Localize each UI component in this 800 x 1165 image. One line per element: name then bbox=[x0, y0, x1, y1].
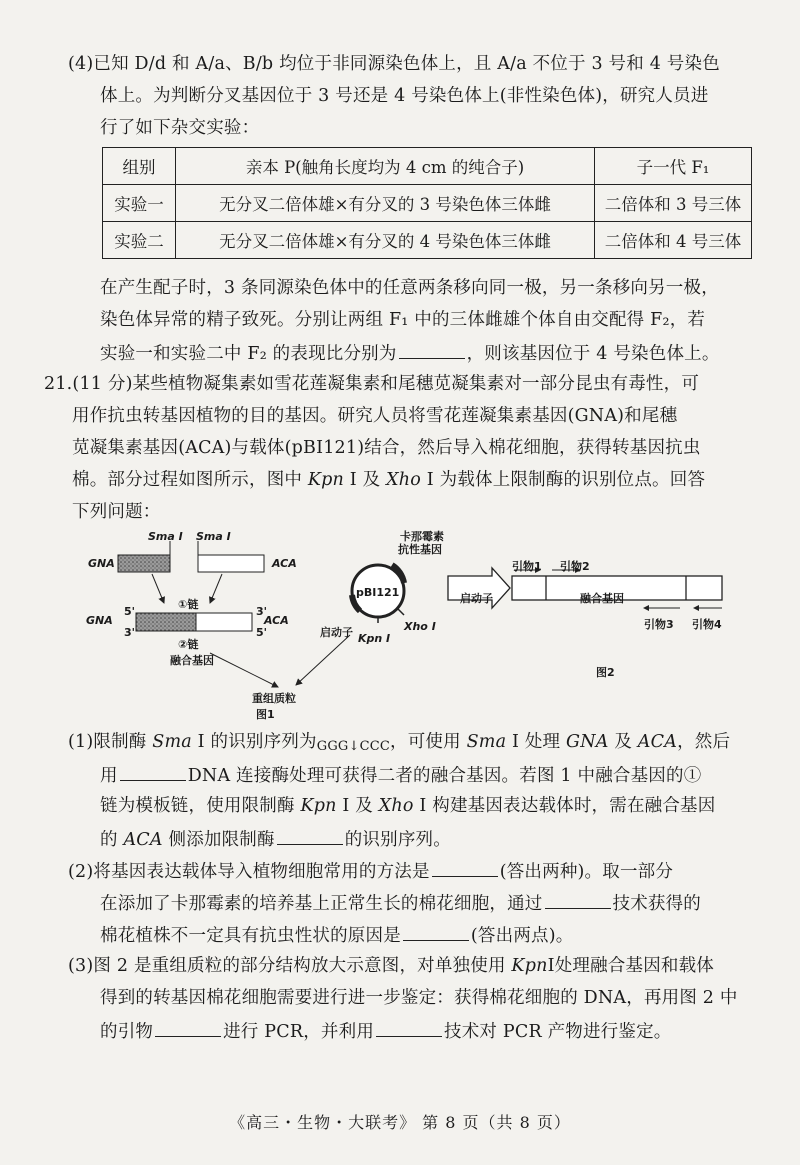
text: Kpn bbox=[300, 796, 337, 816]
plasmid-label: pBI121 bbox=[356, 586, 400, 599]
text: Kpn bbox=[307, 470, 345, 490]
xho-label: Xho Ⅰ bbox=[404, 620, 436, 633]
text: Ⅰ处理融合基因和载体 bbox=[547, 956, 714, 976]
figure1-caption: 图1 bbox=[256, 708, 275, 721]
table-header-row bbox=[103, 148, 752, 185]
answer-blank[interactable] bbox=[403, 922, 469, 941]
q21-3-line1 bbox=[68, 954, 714, 978]
q21-2-line1 bbox=[68, 858, 673, 884]
text: Ⅰ 构建基因表达载体时，需在融合基因 bbox=[413, 796, 716, 816]
q21-3-line3 bbox=[100, 1018, 671, 1044]
q20-4-line2: 体上。为判断分叉基因位于 3 号还是 4 号染色体上(非性染色体)，研究人员进 bbox=[100, 86, 709, 106]
sma-label-1: Sma Ⅰ bbox=[148, 530, 183, 543]
gna-fragment bbox=[118, 555, 170, 572]
aca-label-2: ACA bbox=[264, 614, 289, 627]
answer-blank[interactable] bbox=[120, 762, 186, 781]
text: Ⅰ 及 bbox=[336, 796, 379, 816]
answer-blank[interactable] bbox=[277, 826, 343, 845]
table-header: 亲本 P(触角长度均为 4 cm 的纯合子) bbox=[176, 148, 595, 185]
table-row bbox=[103, 185, 752, 222]
text: 实验一和实验二中 F₂ 的表现比分别为 bbox=[100, 344, 397, 364]
q21-intro4 bbox=[72, 468, 705, 492]
text: Kpn bbox=[511, 956, 548, 976]
primer4-label: 引物4 bbox=[692, 618, 722, 631]
text: Xho bbox=[386, 470, 422, 490]
promoter-label: 启动子 bbox=[320, 626, 353, 639]
three-prime-top: 3' bbox=[256, 605, 268, 618]
text: 用 bbox=[100, 766, 118, 786]
text: ，可使用 bbox=[390, 732, 467, 752]
kana-label: 卡那霉素 bbox=[400, 530, 444, 543]
text: (2)将基因表达载体导入植物细胞常用的方法是 bbox=[68, 862, 430, 882]
q21-intro1: 21.(11 分)某些植物凝集素如雪花莲凝集素和尾穗苋凝集素对一部分昆虫有毒性，可 bbox=[44, 374, 700, 394]
q20-4-line3: 行了如下杂交实验： bbox=[100, 118, 260, 138]
kpn-label: Kpn Ⅰ bbox=[358, 632, 391, 645]
experiment-table bbox=[102, 147, 752, 259]
answer-blank[interactable] bbox=[432, 858, 498, 877]
text: (1)限制酶 bbox=[68, 732, 153, 752]
q21-3-line2: 得到的转基因棉花细胞需要进行进一步鉴定：获得棉花细胞的 DNA，再用图 2 中 bbox=[100, 988, 738, 1008]
recombinant-plasmid-label: 重组质粒 bbox=[252, 692, 296, 705]
q21-1-line3 bbox=[100, 794, 715, 818]
primer1-label: 引物1 bbox=[512, 560, 542, 573]
q21-intro3: 苋凝集素基因(ACA)与载体(pBI121)结合，然后导入棉花细胞，获得转基因抗虫 bbox=[72, 438, 701, 458]
text: ，然后 bbox=[677, 732, 731, 752]
text: ，则该基因位于 4 号染色体上。 bbox=[466, 344, 720, 364]
text: 技术对 PCR 产物进行鉴定。 bbox=[444, 1022, 672, 1042]
aca-label: ACA bbox=[272, 557, 297, 570]
answer-blank[interactable] bbox=[155, 1018, 221, 1037]
primer2-label: 引物2 bbox=[560, 560, 590, 573]
figure2-caption: 图2 bbox=[596, 666, 615, 679]
q21-1-line1 bbox=[68, 730, 730, 756]
fusion-gene-gna-part bbox=[136, 613, 196, 631]
table-cell: 无分叉二倍体雄×有分叉的 3 号染色体三体雌 bbox=[176, 185, 595, 222]
fusion-gene-label-2: 融合基因 bbox=[580, 592, 624, 605]
sma-recognition-sequence: GGG↓CCC bbox=[316, 739, 391, 754]
table-cell: 二倍体和 4 号三体 bbox=[595, 222, 752, 259]
chain2-label: ②链 bbox=[178, 638, 199, 651]
text: 的 bbox=[100, 830, 124, 850]
q20-4-line1: (4)已知 D/d 和 A/a、B/b 均位于非同源染色体上，且 A/a 不位于 3 号和 4 号染色 bbox=[68, 54, 720, 74]
gna-label-2: GNA bbox=[86, 614, 113, 627]
text: 链为模板链，使用限制酶 bbox=[100, 796, 301, 816]
text: GNA bbox=[566, 732, 609, 752]
primer3-label: 引物3 bbox=[644, 618, 674, 631]
text: Ⅰ 处理 bbox=[506, 732, 567, 752]
text: (3)图 2 是重组质粒的部分结构放大示意图，对单独使用 bbox=[68, 956, 512, 976]
q21-intro5: 下列问题： bbox=[72, 502, 161, 522]
q21-1-line2 bbox=[100, 762, 701, 788]
text: Ⅰ 的识别序列为 bbox=[191, 732, 317, 752]
text: Ⅰ 为载体上限制酶的识别位点。回答 bbox=[421, 470, 706, 490]
text: Sma bbox=[152, 732, 192, 752]
q20-4-after1: 在产生配子时，3 条同源染色体中的任意两条移向同一极，另一条移向另一极， bbox=[100, 278, 719, 298]
text: ACA bbox=[637, 732, 678, 752]
q20-4-after2: 染色体异常的精子致死。分别让两组 F₁ 中的三体雌雄个体自由交配得 F₂，若 bbox=[100, 310, 706, 330]
text: 棉花植株不一定具有抗虫性状的原因是 bbox=[100, 926, 401, 946]
table-row bbox=[103, 222, 752, 259]
answer-blank[interactable] bbox=[399, 340, 465, 359]
text: 的引物 bbox=[100, 1022, 154, 1042]
table-cell: 二倍体和 3 号三体 bbox=[595, 185, 752, 222]
q21-1-line4 bbox=[100, 826, 451, 852]
text: 及 bbox=[608, 732, 638, 752]
text: 在添加了卡那霉素的培养基上正常生长的棉花细胞，通过 bbox=[100, 894, 543, 914]
sma-label-2: Sma Ⅰ bbox=[196, 530, 231, 543]
q21-2-line2 bbox=[100, 890, 701, 916]
five-prime-bottom: 5' bbox=[256, 626, 268, 639]
gna-label: GNA bbox=[88, 557, 115, 570]
text: 进行 PCR，并利用 bbox=[223, 1022, 375, 1042]
table-cell: 无分叉二倍体雄×有分叉的 4 号染色体三体雌 bbox=[176, 222, 595, 259]
q21-intro2: 用作抗虫转基因植物的目的基因。研究人员将雪花莲凝集素基因(GNA)和尾穗 bbox=[72, 406, 678, 426]
text: DNA 连接酶处理可获得二者的融合基因。若图 1 中融合基因的① bbox=[187, 766, 702, 786]
promoter-label-2: 启动子 bbox=[460, 592, 493, 605]
q20-4-after3 bbox=[100, 340, 720, 366]
answer-blank[interactable] bbox=[376, 1018, 442, 1037]
three-prime-bottom: 3' bbox=[124, 626, 136, 639]
figure2-diagram bbox=[440, 560, 730, 670]
text: ACA bbox=[123, 830, 163, 850]
fusion-gene-label: 融合基因 bbox=[170, 654, 214, 667]
text: 技术获得的 bbox=[612, 894, 701, 914]
table-header: 组别 bbox=[103, 148, 176, 185]
text: Sma bbox=[466, 732, 507, 752]
text: Ⅰ 及 bbox=[344, 470, 387, 490]
figure1-diagram bbox=[60, 525, 440, 725]
text: Xho bbox=[378, 796, 414, 816]
kana-label-2: 抗性基因 bbox=[398, 543, 442, 556]
table-cell: 实验二 bbox=[103, 222, 176, 259]
text: 棉。部分过程如图所示，图中 bbox=[72, 470, 308, 490]
text: (答出两点)。 bbox=[470, 926, 574, 946]
table-cell: 实验一 bbox=[103, 185, 176, 222]
five-prime-top: 5' bbox=[124, 605, 136, 618]
table-header: 子一代 F₁ bbox=[595, 148, 752, 185]
text: 的识别序列。 bbox=[344, 830, 451, 850]
answer-blank[interactable] bbox=[545, 890, 611, 909]
aca-fragment bbox=[198, 555, 264, 572]
chain1-label: ①链 bbox=[178, 598, 199, 611]
text: (答出两种)。取一部分 bbox=[499, 862, 674, 882]
text: 侧添加限制酶 bbox=[162, 830, 275, 850]
page-footer: 《高三・生物・大联考》 第 8 页（共 8 页） bbox=[229, 1113, 571, 1132]
q21-2-line3 bbox=[100, 922, 573, 948]
fusion-gene-aca-part bbox=[196, 613, 252, 631]
